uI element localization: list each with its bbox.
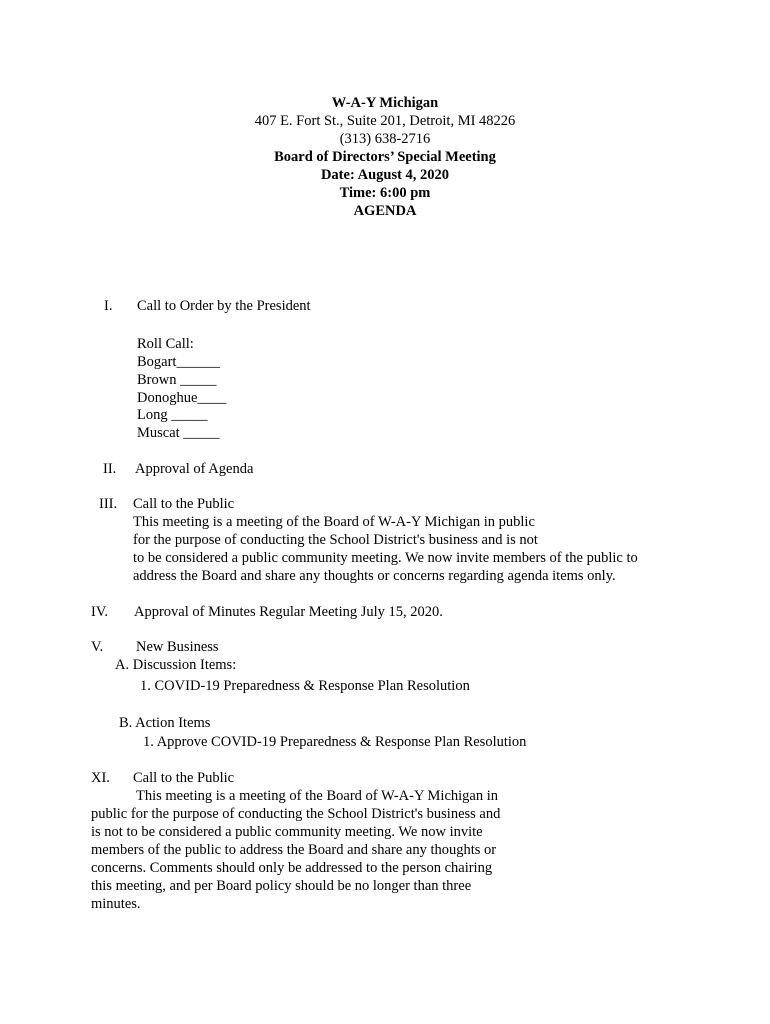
meeting-date: Date: August 4, 2020 [320,167,450,183]
meeting-title: Board of Directors’ Special Meeting [274,149,496,165]
item-text: This meeting is a meeting of the Board of W-A-Y Michigan in [136,788,499,804]
item-text: for the purpose of conducting the School District's business and is not [133,532,538,548]
item-title: Approval of Minutes Regular Meeting July 15, 2020. [134,604,443,620]
item-title: Call to the Public [133,496,235,512]
item-text: members of the public to address the Board and share any thoughts or [91,842,497,858]
item-text: This meeting is a meeting of the Board of W-A-Y Michigan in public [133,514,535,530]
subsection-label: B. Action Items [119,715,211,731]
item-number: I. [104,298,113,314]
item-title: Approval of Agenda [135,461,254,477]
roll-call-member: Brown _____ [137,372,217,388]
item-text: to be considered a public community meeting. We now invite members of the public to [133,550,638,566]
roll-call-member: Muscat _____ [137,425,220,441]
item-number: IV. [91,604,109,620]
item-text: this meeting, and per Board policy should be no longer than three [91,878,472,894]
item-text: concerns. Comments should only be addressed to the person chairing [91,860,493,876]
roll-call-member: Long _____ [137,407,208,423]
item-text: address the Board and share any thoughts or concerns regarding agenda items only. [133,568,616,584]
org-name: W-A-Y Michigan [331,95,439,111]
subsection-label: A. Discussion Items: [115,657,237,673]
item-number: II. [103,461,117,477]
roll-call-label: Roll Call: [137,336,194,352]
item-title: Call to Order by the President [137,298,311,314]
item-title: Call to the Public [133,770,235,786]
item-number: XI. [91,770,110,786]
item-text: public for the purpose of conducting the School District's business and [91,806,501,822]
item-number: III. [99,496,118,512]
roll-call-member: Donoghue____ [137,390,227,406]
item-title: New Business [136,639,219,655]
item-text: minutes. [91,896,141,912]
item-number: V. [91,639,104,655]
org-address: 407 E. Fort St., Suite 201, Detroit, MI 48226 [254,113,516,129]
meeting-time: Time: 6:00 pm [339,185,431,201]
subsection-item: 1. Approve COVID-19 Preparedness & Response Plan Resolution [143,734,527,750]
org-phone: (313) 638-2716 [339,131,431,147]
item-text: is not to be considered a public community meeting. We now invite [91,824,483,840]
agenda-heading: AGENDA [353,203,417,219]
subsection-item: 1. COVID-19 Preparedness & Response Plan Resolution [140,678,470,694]
roll-call-member: Bogart______ [137,354,220,370]
